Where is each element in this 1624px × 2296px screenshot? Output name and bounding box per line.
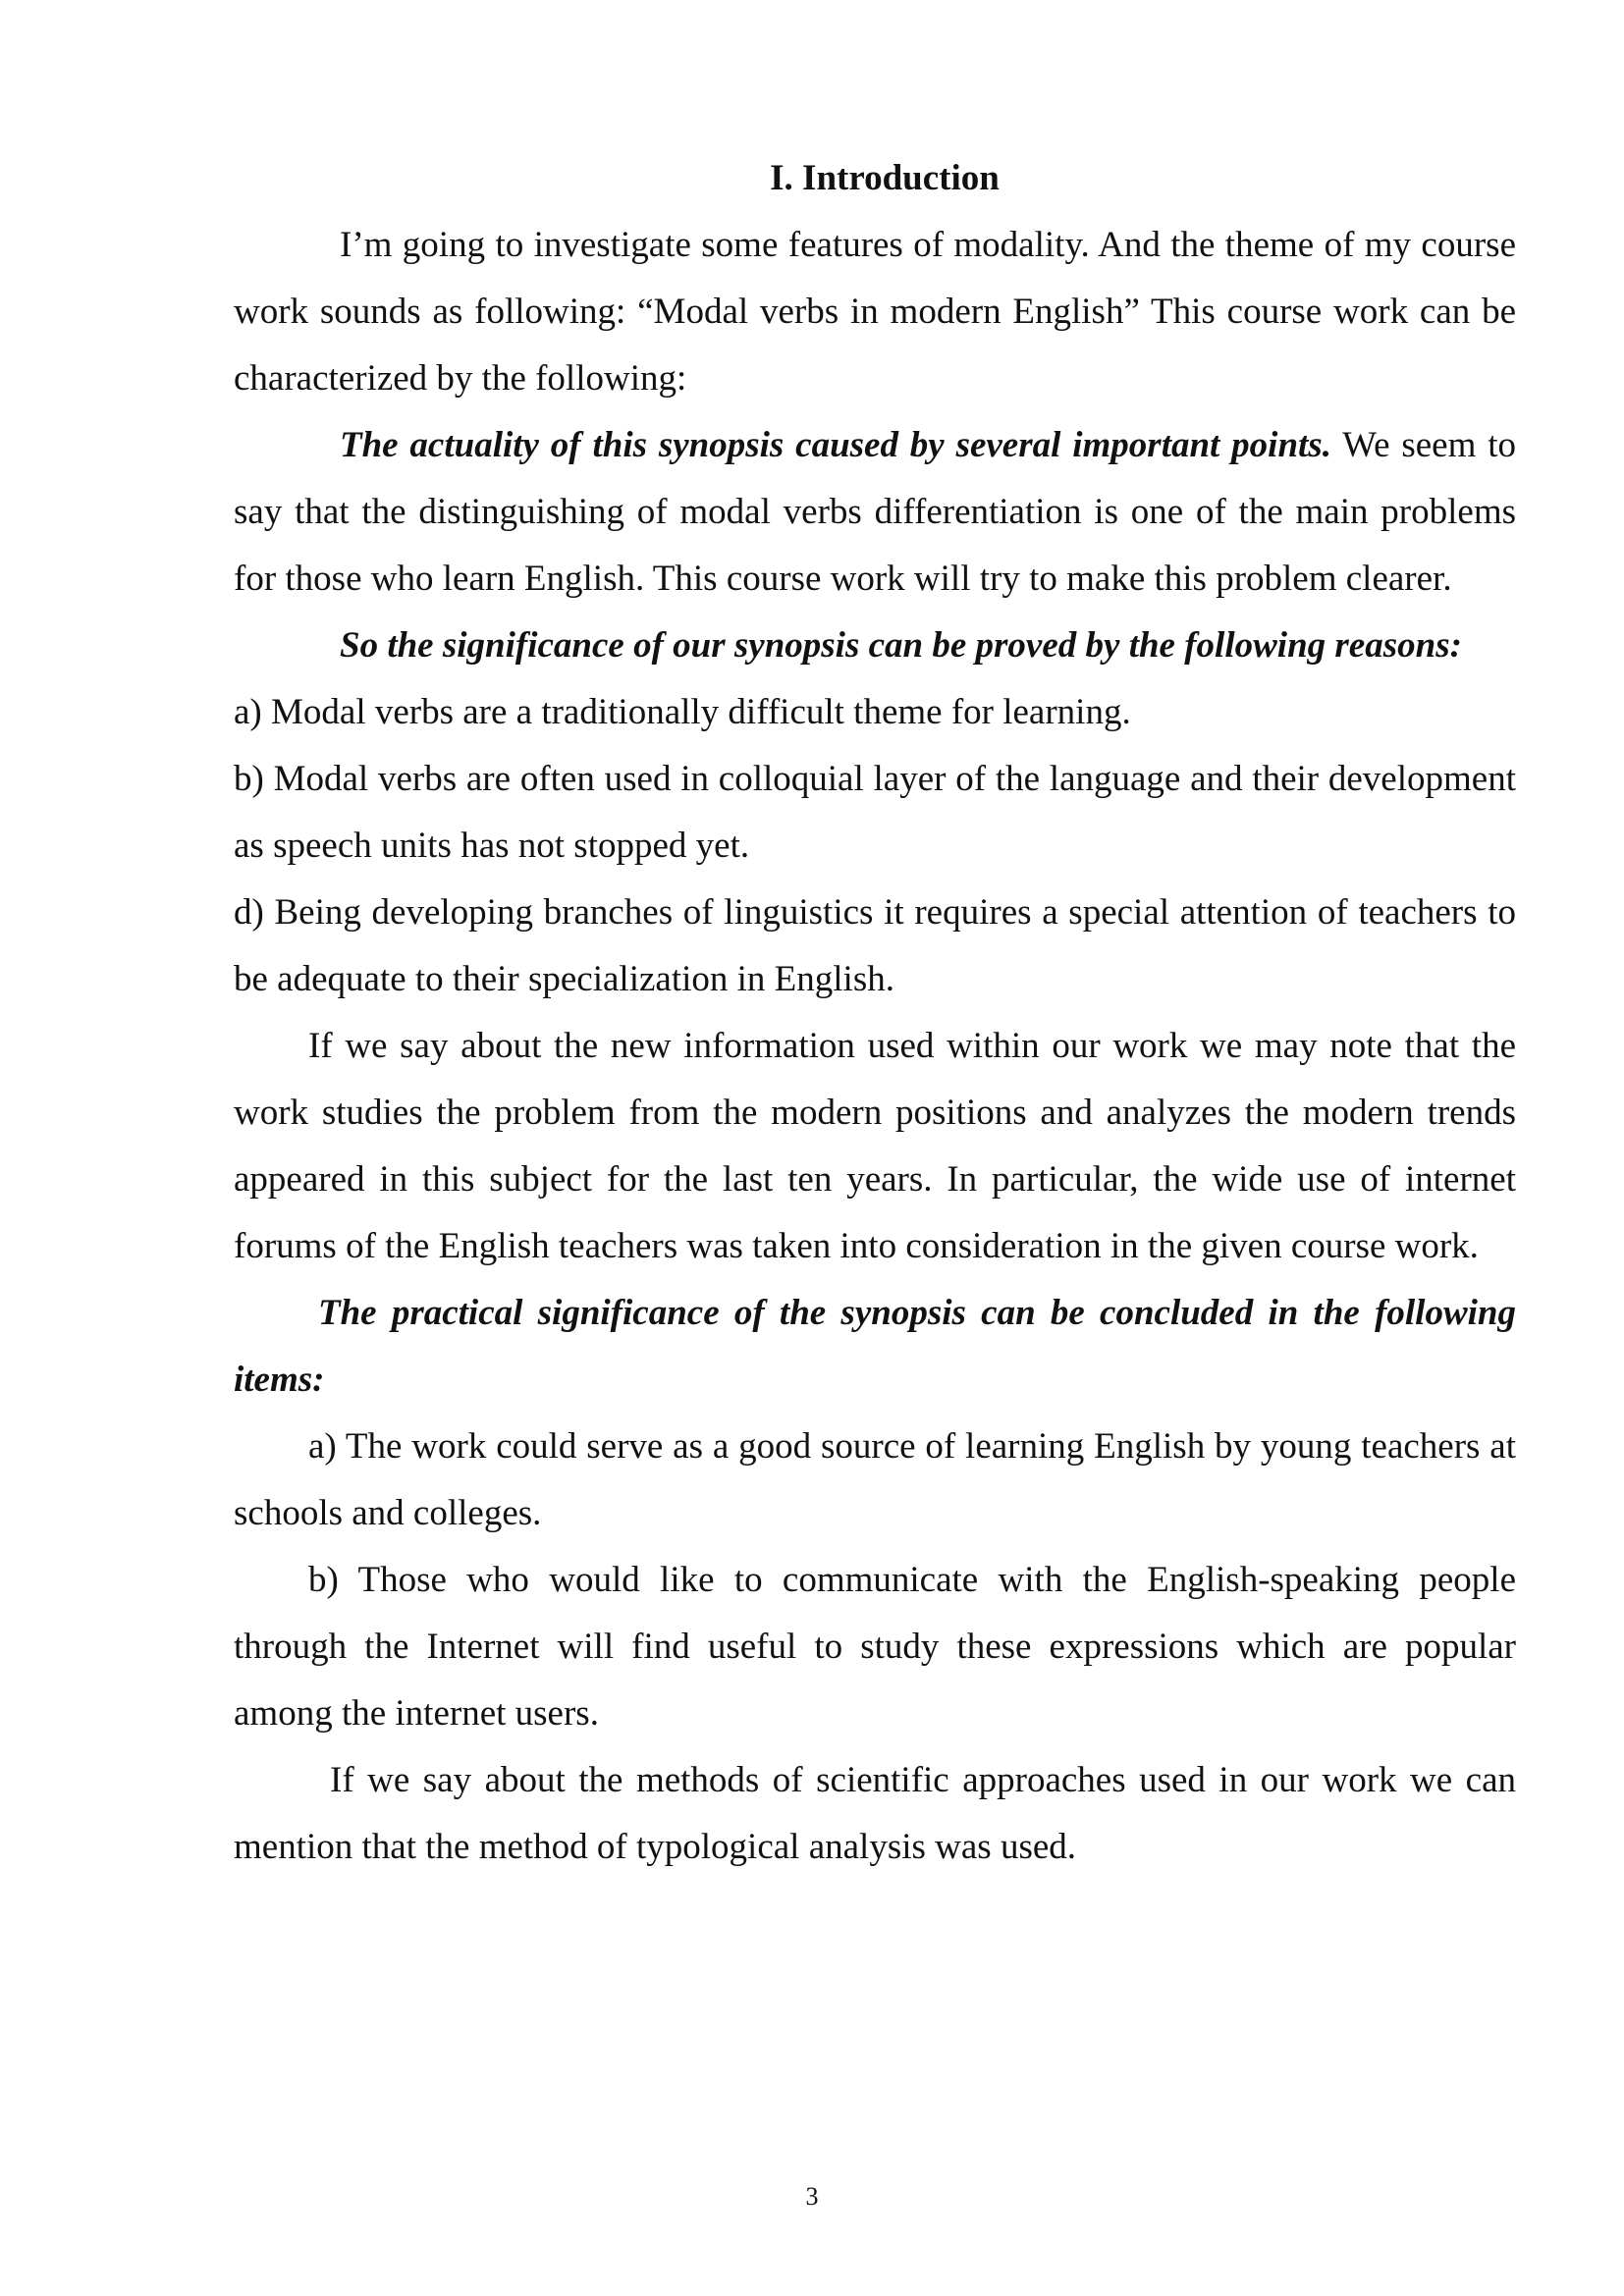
significance-heading: So the significance of our synopsis can be proved by the following reasons: — [340, 625, 1462, 666]
actuality-heading: The actuality of this synopsis caused by several important points. — [340, 425, 1331, 465]
section-heading: I. Introduction — [770, 158, 1000, 198]
list-item-a: a) Modal verbs are a traditionally difficult theme for learning. — [234, 692, 1131, 732]
list-item-b: b) Modal verbs are often used in colloquial layer of the language and their development as speech units has not stopped yet. — [234, 759, 1516, 866]
new-information-paragraph: If we say about the new information used within our work we may note that the work studies the problem from the modern positions and analyzes the modern trends appeared in this subject for the last ten years. In particular, the wide use of internet forums of the English teachers was taken into consideration in the given course work. — [234, 1026, 1516, 1266]
practical-item-b: b) Those who would like to communicate with the English-speaking people through the Internet will find useful to study these expressions which are popular among the internet users. — [234, 1560, 1516, 1734]
methods-paragraph: If we say about the methods of scientific approaches used in our work we can mention that the method of typological analysis was used. — [234, 1760, 1516, 1867]
intro-paragraph: I’m going to investigate some features of modality. And the theme of my course work sounds as following: “Modal verbs in modern English” This course work can be characterized by the following: — [234, 225, 1516, 399]
practical-significance-heading: The practical significance of the synopsis can be concluded in the following items: — [234, 1293, 1516, 1400]
list-item-d: d) Being developing branches of linguistics it requires a special attention of teachers to be adequate to their specialization in English. — [234, 892, 1516, 999]
actuality-paragraph — [234, 412, 1516, 613]
page-number: 3 — [805, 2182, 819, 2211]
document-body — [234, 145, 1516, 1881]
actuality-text: We seem to say that the distinguishing of modal verbs differentiation is one of the main problems for those who learn English. This course work will try to make this problem clearer. — [234, 425, 1516, 599]
practical-item-a: a) The work could serve as a good source of learning English by young teachers at schools and colleges. — [234, 1426, 1516, 1533]
